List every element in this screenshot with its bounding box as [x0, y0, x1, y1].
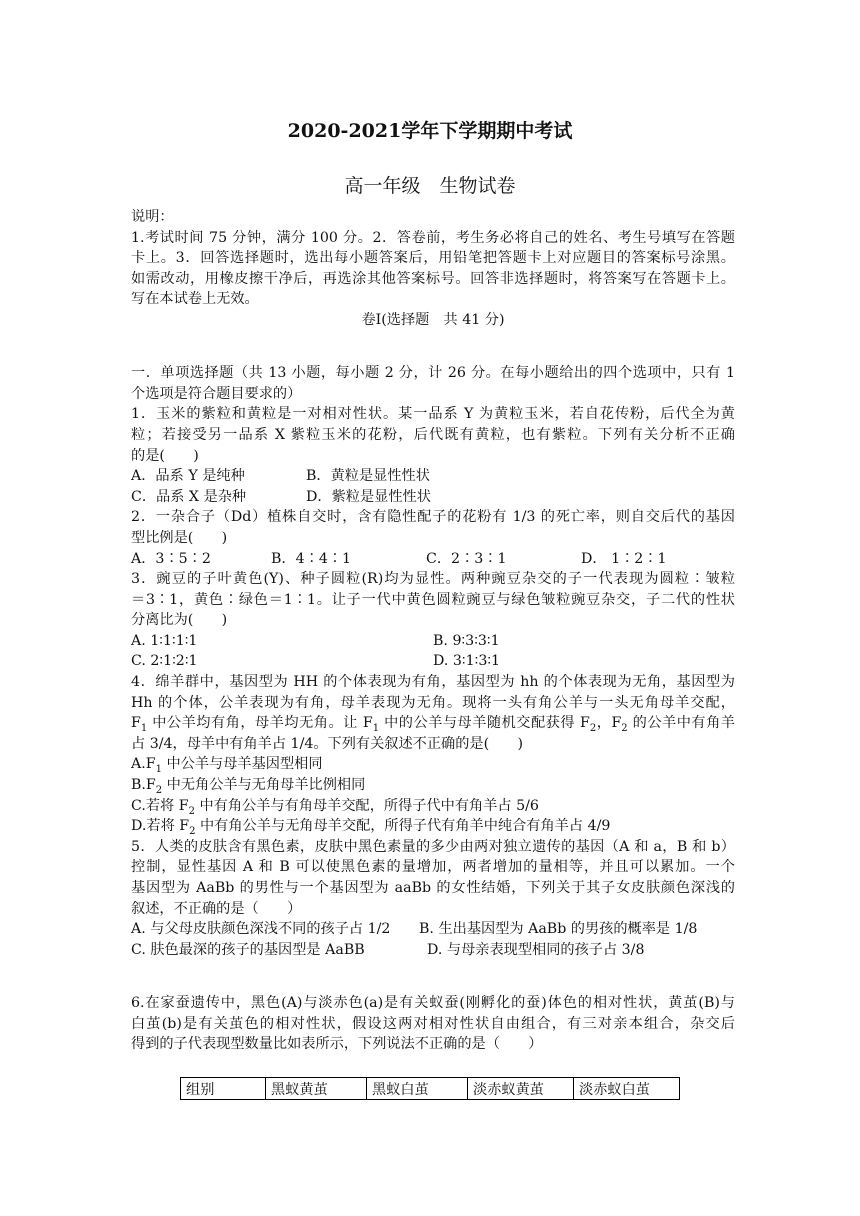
q3-stem: ＝3∶1，黄色∶绿色＝1∶1。让子一代中黄色圆粒豌豆与绿色皱粒豌豆杂交，子二代的性状 [131, 591, 735, 608]
exam-title: 2020-2021学年下学期期中考试 [287, 120, 573, 142]
q1-options-row [131, 487, 735, 508]
q4-stem: 4．绵羊群中，基因型为 HH 的个体表现为有角，基因型为 hh 的个体表现为无角，基因型为 [131, 674, 735, 691]
q5-stem: 5．人类的皮肤含有黑色素，皮肤中黑色素量的多少由两对独立遗传的基因（A 和 a，B 和 b） [131, 838, 735, 855]
q2-stem: 型比例是( ) [131, 529, 228, 546]
subscript: 1 [155, 764, 162, 776]
subscript: 2 [155, 784, 163, 796]
q6-stem: 6.在家蚕遗传中，黑色(A)与淡赤色(a)是有关蚁蚕(刚孵化的蚕)体色的相对性状，黄茧(B)与 [131, 994, 735, 1011]
q3-stem: 分离比为( ) [131, 612, 228, 629]
q5-stem: 基因型为 AaBb 的男性与一个基因型为 aaBb 的女性结婚，下列关于其子女皮肤颜色深浅的 [131, 880, 735, 896]
table-header-cell: 淡赤蚁白茧 [574, 1078, 680, 1100]
q2-option-c[interactable]: C．2∶3∶1 [426, 550, 507, 567]
q4-stem: 占 3/4，母羊中有角羊占 1/4。下列有关叙述不正确的是( ) [131, 735, 524, 752]
instruction-line: 卡上。3．回答选择题时，选出每小题答案后，用铅笔把答题卡上对应题目的答案标号涂黑。 [131, 250, 735, 267]
q2-options-row [131, 549, 735, 570]
q1-option-a[interactable]: A．品系 Y 是纯种 [131, 468, 245, 485]
subscript: 2 [589, 723, 597, 734]
exam-subtitle: 高一年级 生物试卷 [344, 175, 516, 197]
q5-stem: 控制，显性基因 A 和 B 可以使黑色素的量增加，两者增加的量相等，并且可以累加。一个 [131, 859, 735, 876]
section-intro: 个选项是符合题目要求的） [131, 385, 302, 402]
q2-option-a[interactable]: A．3∶5∶2 [131, 550, 211, 567]
q4-text: 中无角公羊与无角母羊比例相同 [162, 777, 366, 794]
q2-option-b[interactable]: B．4∶4∶1 [271, 550, 352, 567]
q4-text: D.若将 F [131, 818, 190, 835]
q3-options-row [131, 631, 735, 652]
q4-text: A.F [131, 756, 156, 773]
q4-text: 中公羊均有角，母羊均无角。让 F [147, 715, 373, 732]
q4-text: ，F [596, 715, 622, 732]
q1-stem: 的是( ) [131, 447, 199, 464]
instructions-heading: 说明： [131, 209, 174, 225]
q3-option-d[interactable]: D. 3∶1∶3∶1 [433, 653, 501, 670]
q5-option-c[interactable]: C. 肤色最深的孩子的基因型是 AaBB [131, 941, 365, 958]
subscript: 1 [372, 723, 380, 734]
table-header-cell: 黑蚁白茧 [367, 1078, 468, 1100]
q6-stem: 白茧(b)是有关茧色的相对性状，假设这两对相对性状自由组合，有三对亲本组合，杂交后 [131, 1015, 735, 1032]
q6-table [180, 1077, 680, 1100]
table-header-row [181, 1078, 680, 1100]
q1-option-b[interactable]: B．黄粒是显性性状 [306, 468, 430, 485]
q4-option-b[interactable] [131, 775, 735, 796]
q4-option-d[interactable] [131, 816, 735, 837]
q5-option-b[interactable]: B. 生出基因型为 AaBb 的男孩的概率是 1/8 [419, 921, 698, 938]
q4-option-a[interactable] [131, 754, 735, 775]
subscript: 2 [621, 723, 628, 734]
subscript: 2 [189, 826, 196, 837]
q3-options-row [131, 651, 735, 672]
q1-options-row [131, 466, 735, 487]
q4-text: 中有角公羊与有角母羊交配，所得子代中有角羊占 5/6 [194, 797, 539, 814]
q4-text: 中公羊与母羊基因型相同 [161, 756, 323, 773]
q4-stem: Hh 的个体，公羊表现为有角，母羊表现为无角。现将一头有角公羊与一头无角母羊交配， [131, 694, 735, 711]
q2-option-d[interactable]: D． 1∶2∶1 [581, 550, 667, 567]
instruction-line: 写在本试卷上无效。 [131, 291, 259, 308]
subscript: 2 [188, 805, 195, 817]
section-intro: 一．单项选择题（共 13 小题，每小题 2 分，计 26 分。在每小题给出的四个选项中，只有 1 [131, 365, 735, 382]
q6-stem: 得到的子代表现型数量比如表所示，下列说法不正确的是（ ） [131, 1036, 543, 1053]
subscript: 1 [140, 723, 148, 734]
q3-stem: 3．豌豆的子叶黄色(Y)、种子圆粒(R)均为显性。两种豌豆杂交的子一代表现为圆粒∶皱粒 [131, 571, 735, 588]
q5-options-row [131, 940, 735, 961]
q5-stem: 叙述，不正确的是（ ） [131, 900, 302, 917]
q1-stem: 粒；若接受另一品系 X 紫粒玉米的花粉，后代既有黄粒，也有紫粒。下列有关分析不正确 [131, 426, 735, 443]
exam-body [131, 207, 735, 1055]
table-header-cell: 组别 [181, 1078, 266, 1100]
table-header-cell: 黑蚁黄茧 [266, 1078, 367, 1100]
q4-stem [131, 713, 735, 734]
q5-option-d[interactable]: D. 与母亲表现型相同的孩子占 3/8 [427, 941, 645, 958]
q1-stem: 1．玉米的紫粒和黄粒是一对相对性状。某一品系 Y 为黄粒玉米，若自花传粉，后代全为黄 [131, 406, 735, 423]
q3-option-a[interactable]: A. 1∶1∶1∶1 [131, 632, 198, 649]
q4-text: 的公羊中有角羊 [627, 715, 735, 732]
q2-stem: 2．一杂合子（Dd）植株自交时，含有隐性配子的花粉有 1/3 的死亡率，则自交后代的基因 [131, 509, 735, 526]
q4-text: C.若将 F [131, 797, 189, 814]
q4-option-c[interactable] [131, 796, 735, 817]
q1-option-d[interactable]: D．紫粒是显性性状 [306, 488, 431, 505]
q4-text: B.F [131, 777, 156, 794]
instruction-line: 如需改动，用橡皮擦干净后，再选涂其他答案标号。回答非选择题时，将答案写在答题卡上。 [131, 270, 735, 287]
q1-option-c[interactable]: C．品系 X 是杂种 [131, 488, 247, 505]
q4-text: 中的公羊与母羊随机交配获得 F [379, 715, 590, 732]
table-header-cell: 淡赤蚁黄茧 [468, 1078, 574, 1100]
instruction-line: 1.考试时间 75 分钟，满分 100 分。2．答卷前，考生务必将自己的姓名、考生号填写在答题 [131, 229, 735, 246]
q3-option-c[interactable]: C. 2∶1∶2∶1 [131, 653, 198, 670]
section-title: 卷Ⅰ(选择题 共 41 分) [361, 311, 505, 328]
q4-text: 中有角公羊与无角母羊交配，所得子代有角羊中纯合有角羊占 4/9 [195, 818, 611, 835]
q3-option-b[interactable]: B. 9∶3∶3∶1 [433, 632, 500, 649]
q5-options-row [131, 919, 735, 940]
q4-text: F [131, 715, 141, 732]
q5-option-a[interactable]: A. 与父母皮肤颜色深浅不同的孩子占 1/2 [131, 921, 391, 938]
